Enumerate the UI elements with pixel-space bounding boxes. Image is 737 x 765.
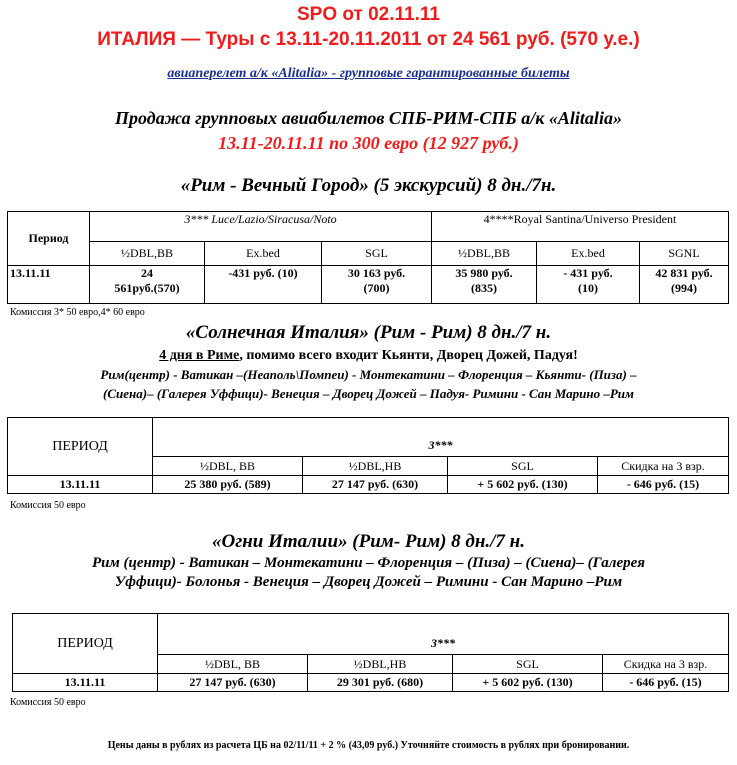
table-cell: - 431 руб. (10) [537,266,640,304]
category-header: 3*** [158,614,729,655]
sale-line: Продажа групповых авиабилетов СПБ-РИМ-СПБ а/к «Alitalia» [115,108,622,128]
period-header: ПЕРИОД [13,614,158,674]
col-header: ½DBL,BB [90,242,205,266]
table-cell-date: 13.11.11 [8,476,153,494]
period-header: ПЕРИОД [8,418,153,476]
hotel-3star-header: 3*** Luce/Lazio/Siracusa/Noto [90,212,432,242]
tour3-price-table [12,613,729,692]
table-cell: 25 380 руб. (589) [153,476,303,494]
sale-price: 13.11-20.11.11 по 300 евро (12 927 руб.) [218,133,519,153]
col-header: Скидка на 3 взр. [598,457,729,476]
table-cell: - 646 руб. (15) [598,476,729,494]
table-cell: 35 980 руб. (835) [432,266,537,304]
table-cell: 30 163 руб. (700) [322,266,432,304]
tour3-commission: Комиссия 50 евро [10,697,86,708]
col-header: SGL [448,457,598,476]
table-cell: + 5 602 руб. (130) [448,476,598,494]
col-header: ½DBL,HB [308,655,453,674]
table-cell: - 646 руб. (15) [603,674,729,692]
table-cell: -431 руб. (10) [205,266,322,304]
col-header: Ex.bed [205,242,322,266]
tour2-title: «Солнечная Италия» (Рим - Рим) 8 дн./7 н. [185,322,552,343]
footer-note: Цены даны в рублях из расчета ЦБ на 02/11/11 + 2 % (43,09 руб.) Уточняйте стоимость в рублях при бронировании. [107,740,630,751]
tour2-route: Рим(центр) - Ватикан –(Неаполь\Помпеи) - Монтекатини – Флоренция – Кьянти- (Пиза) – [100,367,637,382]
tour1-commission: Комиссия 3* 50 евро,4* 60 евро [10,307,145,318]
col-header: SGL [322,242,432,266]
col-header: Ex.bed [537,242,640,266]
table-cell-date: 13.11.11 [8,266,90,304]
table-cell: + 5 602 руб. (130) [453,674,603,692]
tour3-route: Уффици)- Болонья - Венеция – Дворец Дожей – Римини - Сан Марино –Рим [114,574,623,590]
tour3-title: «Огни Италии» (Рим- Рим) 8 дн./7 н. [212,531,525,552]
table-cell: 42 831 руб. (994) [640,266,729,304]
col-header: ½DBL,BB [432,242,537,266]
hotel-4star-header: 4****Royal Santina/Universo President [432,212,729,242]
doc-headline: ИТАЛИЯ — Туры с 13.11-20.11.2011 от 24 561 руб. (570 у.е.) [97,29,640,50]
col-header: ½DBL, BB [158,655,308,674]
category-header: 3*** [153,418,729,457]
table-cell: 27 147 руб. (630) [158,674,308,692]
tour2-highlight: 4 дня в Риме, помимо всего входит Кьянти, Дворец Дожей, Падуя! [159,348,578,363]
tour1-title: «Рим - Вечный Город» (5 экскурсий) 8 дн./7н. [180,175,557,196]
col-header: SGNL [640,242,729,266]
tour2-route: (Сиена)– (Галерея Уффици)- Венеция – Дворец Дожей – Падуя- Римини - Сан Марино –Рим [103,386,634,401]
table-cell-date: 13.11.11 [13,674,158,692]
table-cell: 29 301 руб. (680) [308,674,453,692]
tour2-commission: Комиссия 50 евро [10,500,86,511]
table-cell: 27 147 руб. (630) [303,476,448,494]
flight-subtitle: авиаперелет а/к «Alitalia» - групповые гарантированные билеты [167,66,570,81]
tour3-route: Рим (центр) - Ватикан – Монтекатини – Флоренция – (Пиза) – (Сиена)– (Галерея [91,555,646,571]
tour1-price-table [7,211,729,304]
doc-title: SPO от 02.11.11 [297,4,440,25]
tour2-price-table [7,417,729,494]
period-header: Период [8,212,90,266]
col-header: ½DBL,HB [303,457,448,476]
col-header: SGL [453,655,603,674]
col-header: Скидка на 3 взр. [603,655,729,674]
col-header: ½DBL, BB [153,457,303,476]
table-cell: 24 561руб.(570) [90,266,205,304]
